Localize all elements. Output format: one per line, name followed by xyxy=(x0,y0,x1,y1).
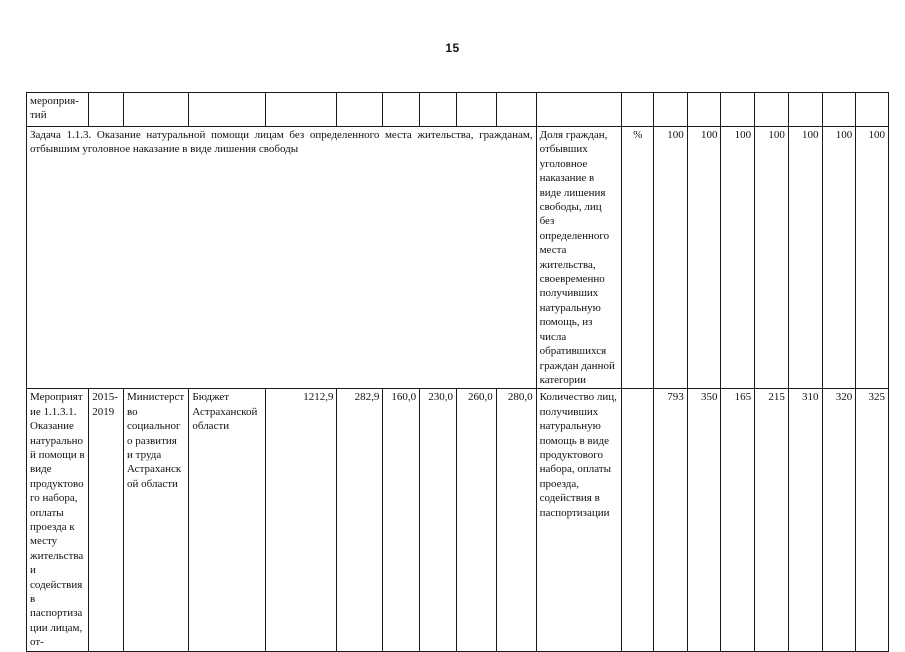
measure-value: 310 xyxy=(788,389,822,651)
measure-source: Бюджет Астраханской области xyxy=(189,389,266,651)
task-value: 100 xyxy=(721,127,755,389)
measure-value: 320 xyxy=(822,389,856,651)
measure-value: 215 xyxy=(755,389,789,651)
measure-value: 350 xyxy=(687,389,721,651)
measure-year-value: 282,9 xyxy=(337,389,383,651)
task-value: 100 xyxy=(755,127,789,389)
measure-total: 1212,9 xyxy=(265,389,336,651)
measure-value: 165 xyxy=(721,389,755,651)
page-number: 15 xyxy=(445,41,460,55)
task-value: 100 xyxy=(822,127,856,389)
task-value: 100 xyxy=(788,127,822,389)
task-unit: % xyxy=(622,127,654,389)
continued-row xyxy=(27,93,889,127)
measure-value: 793 xyxy=(654,389,688,651)
measure-value: 325 xyxy=(856,389,889,651)
measure-unit xyxy=(622,389,654,651)
measure-year-value: 230,0 xyxy=(420,389,457,651)
task-indicator: Доля граждан, отбывших уголовное наказание в виде лишения свободы, лиц без определенного места жительства, своевременно получивших натуральную помощь, из числа обратившихся граждан данной категории xyxy=(536,127,622,389)
measure-name: Мероприятие 1.1.3.1. Оказание натуральной помощи в виде продуктового набора, оплаты проезда к месту жительства и содействия в паспортизации лицам, от- xyxy=(27,389,89,651)
task-description: Задача 1.1.3. Оказание натуральной помощи лицам без определенного места жительства, гражданам, отбывшим уголовное наказание в виде лишения свободы xyxy=(27,127,537,389)
task-value: 100 xyxy=(654,127,688,389)
program-table xyxy=(26,92,889,652)
measure-period: 2015-2019 xyxy=(89,389,124,651)
task-row xyxy=(27,127,889,389)
measure-name-cell: мероприя-тий xyxy=(27,93,89,127)
measure-year-value: 160,0 xyxy=(383,389,420,651)
task-value: 100 xyxy=(856,127,889,389)
measure-year-value: 260,0 xyxy=(456,389,496,651)
measure-indicator: Количество лиц, получивших натуральную помощь в виде продуктового набора, оплаты проезда, содействия в паспортизации xyxy=(536,389,622,651)
task-value: 100 xyxy=(687,127,721,389)
measure-executor: Министерство социального развития и труда Астраханской области xyxy=(124,389,189,651)
measure-row xyxy=(27,389,889,651)
measure-year-value: 280,0 xyxy=(496,389,536,651)
